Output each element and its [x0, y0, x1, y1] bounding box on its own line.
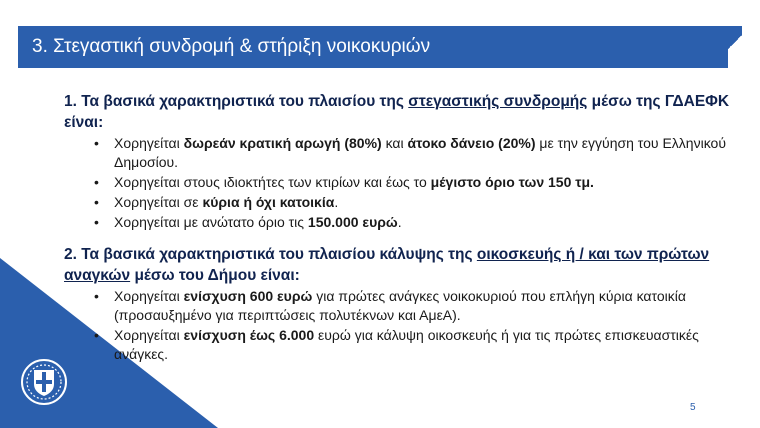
bullet-text: Χορηγείται: [114, 327, 184, 343]
bullet-icon: •: [94, 174, 99, 190]
bullet-item: [94, 213, 734, 232]
bullet-text: με την εγγύηση του Ελληνικού Δημοσίου.: [114, 135, 726, 170]
bullet-item: [94, 193, 734, 212]
bullet-text: Χορηγείται: [114, 135, 184, 151]
bullet-text: .: [397, 214, 402, 230]
section-2-heading: [64, 244, 734, 286]
bullet-icon: •: [94, 194, 99, 210]
bullet-text: Χορηγείται: [114, 288, 184, 304]
bullet-icon: •: [94, 288, 99, 304]
bullet-icon: •: [94, 327, 99, 343]
bullet-item: [94, 287, 734, 325]
bullet-text: Χορηγείται σε: [114, 194, 203, 210]
bullet-icon: •: [94, 135, 99, 151]
section-1-heading: [64, 91, 734, 133]
bullet-text: Χορηγείται με ανώτατο όριο τις: [114, 214, 308, 230]
bullet-bold-text: κύρια ή όχι κατοικία: [202, 194, 335, 210]
section-2-heading-text: 2. Τα βασικά χαρακτηριστικά του πλαισίου κάλυψης της: [64, 246, 477, 263]
bullet-bold-text: μέγιστο όριο των 150 τμ.: [430, 174, 594, 190]
title-bar-notch: [718, 26, 742, 68]
section-1-bullet-list: [64, 134, 734, 232]
bullet-bold-text: ενίσχυση 600 ευρώ: [183, 288, 313, 304]
bullet-bold-text: δωρεάν κρατική αρωγή (80%): [183, 135, 382, 151]
slide-content: [64, 91, 734, 365]
section-2-heading-emphasis: οικοσκευής ή / και των πρώτων αναγκών: [64, 246, 710, 284]
slide-title-bar: [18, 26, 728, 68]
bullet-text: .: [334, 194, 339, 210]
section-2-bullet-list: [64, 287, 734, 364]
section-1-heading-text: 1. Τα βασικά χαρακτηριστικά του πλαισίου της: [64, 93, 409, 110]
bullet-item: [94, 134, 734, 172]
section-1-heading-tail: μέσω της ΓΔΑΕΦΚ είναι:: [64, 93, 730, 131]
bullet-text: ευρώ για κάλυψη οικοσκευής ή για τις πρώτες επισκευαστικές ανάγκες.: [114, 327, 699, 362]
page-number: 5: [690, 402, 696, 413]
bullet-item: [94, 326, 734, 364]
bullet-icon: •: [94, 214, 99, 230]
slide-title: 3. Στεγαστική συνδρομή & στήριξη νοικοκυριών: [32, 36, 431, 57]
section-1-heading-emphasis: στεγαστικής συνδρομής: [408, 93, 588, 110]
greek-state-emblem-icon: [20, 358, 68, 406]
bullet-text: Χορηγείται στους ιδιοκτήτες των κτιρίων και έως το: [114, 174, 431, 190]
bullet-text: και: [381, 135, 408, 151]
bullet-bold-text: άτοκο δάνειο (20%): [407, 135, 536, 151]
bullet-bold-text: 150.000 ευρώ: [307, 214, 398, 230]
bullet-text: για πρώτες ανάγκες νοικοκυριού που επλήγη κύρια κατοικία (προσαυξημένο για περιπτώσεις πολυτέκνων και ΑμεΑ).: [114, 288, 686, 323]
section-2-heading-tail: μέσω του Δήμου είναι:: [130, 267, 300, 284]
bullet-bold-text: ενίσχυση έως 6.000: [183, 327, 315, 343]
bullet-item: [94, 173, 734, 192]
